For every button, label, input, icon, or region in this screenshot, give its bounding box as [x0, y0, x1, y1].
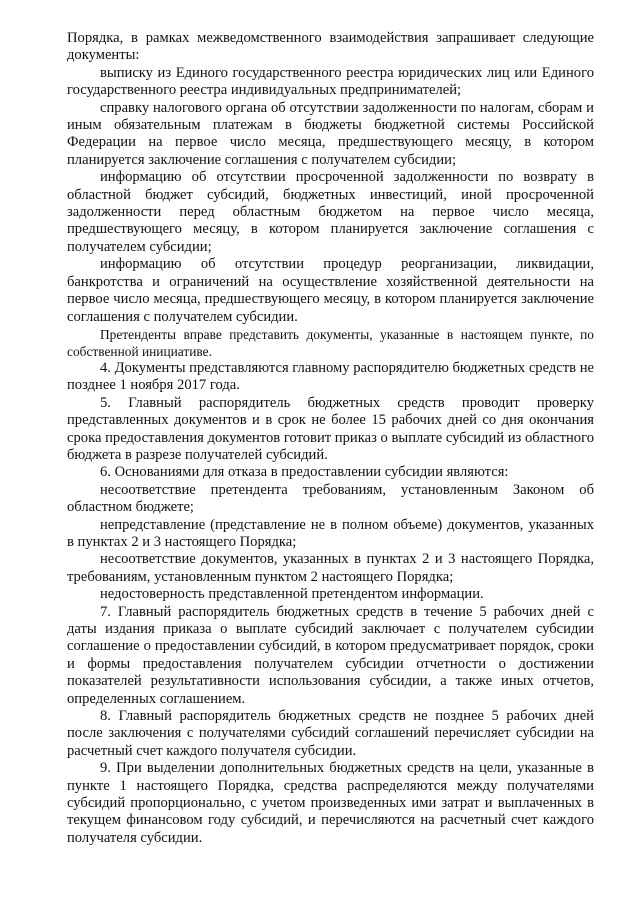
clause-9: 9. При выделении дополнительных бюджетных средств на цели, указанные в пункте 1 настоящего Порядка, средства распределяются между получателями субсидий пропорционально, с учетом произведенных ими затрат и выплаченных в текущем финансовом году субсидий, и перечисляются на расчетный счет каждого получателя субсидии.	[67, 760, 594, 846]
clause-8: 8. Главный распорядитель бюджетных средств не позднее 5 рабочих дней после заключения с получателями субсидий соглашений перечисляет субсидии на расчетный счет каждого получателя субсидии.	[67, 708, 594, 759]
paragraph-continuation: Порядка, в рамках межведомственного взаимодействия запрашивает следующие документы:	[67, 30, 594, 64]
refusal-ground-4: недостоверность представленной претендентом информации.	[100, 586, 484, 603]
refusal-ground-2: непредставление (представление не в полном объеме) документов, указанных в пунктах 2 и 3 настоящего Порядка;	[67, 516, 594, 550]
refusal-ground-1: несоответствие претендента требованиям, установленным Законом об областном бюджете;	[67, 481, 594, 516]
document-page	[67, 30, 594, 847]
paragraph-own-initiative: Претенденты вправе представить документы, указанные в настоящем пункте, по собственной инициативе.	[67, 326, 594, 359]
clause-5: 5. Главный распорядитель бюджетных средств проводит проверку представленных документов и в срок не более 15 рабочих дней со дня окончания срока предоставления документов готовит приказ о выплате субсидий из областного бюджета в разрезе получателей субсидий.	[67, 394, 594, 463]
clause-4: 4. Документы представляются главному распорядителю бюджетных средств не позднее 1 ноября 2017 года.	[67, 359, 594, 394]
list-item-tax-certificate: справку налогового органа об отсутствии задолженности по налогам, сборам и иным обязательным платежам в бюджеты бюджетной системы Российской Федерации на первое число месяца, предшествующего месяцу, в котором планируется заключение соглашения с получателем субсидии;	[67, 99, 594, 168]
list-item-egrul-extract: выписку из Единого государственного реестра юридических лиц или Единого государственного реестра индивидуальных предпринимателей;	[67, 64, 594, 99]
refusal-ground-3: несоответствие документов, указанных в пунктах 2 и 3 настоящего Порядка, требованиям, установленным пунктом 2 настоящего Порядка;	[67, 551, 594, 585]
clause-6: 6. Основаниями для отказа в предоставлении субсидии являются:	[100, 464, 509, 481]
list-item-budget-debt-info: информацию об отсутствии просроченной задолженности по возврату в областной бюджет субсидий, бюджетных инвестиций, иной просроченной задолженности перед областным бюджетом на первое число месяца, предшествующего месяцу, в котором планируется заключение соглашения с получателем субсидии;	[67, 169, 594, 255]
clause-7: 7. Главный распорядитель бюджетных средств в течение 5 рабочих дней с даты издания приказа о выплате субсидий заключает с получателем субсидии соглашение о предоставлении субсидий, в котором предусматривает порядок, сроки и формы предоставления получателем субсидии отчетности о достижении показателей результативности использования субсидии, а также иных отчетов, определенных соглашением.	[67, 603, 594, 707]
list-item-reorganization-info: информацию об отсутствии процедур реорганизации, ликвидации, банкротства и ограничений на осуществление хозяйственной деятельности на первое число месяца, предшествующего месяцу, в котором планируется заключение соглашения с получателем субсидии.	[67, 256, 594, 325]
